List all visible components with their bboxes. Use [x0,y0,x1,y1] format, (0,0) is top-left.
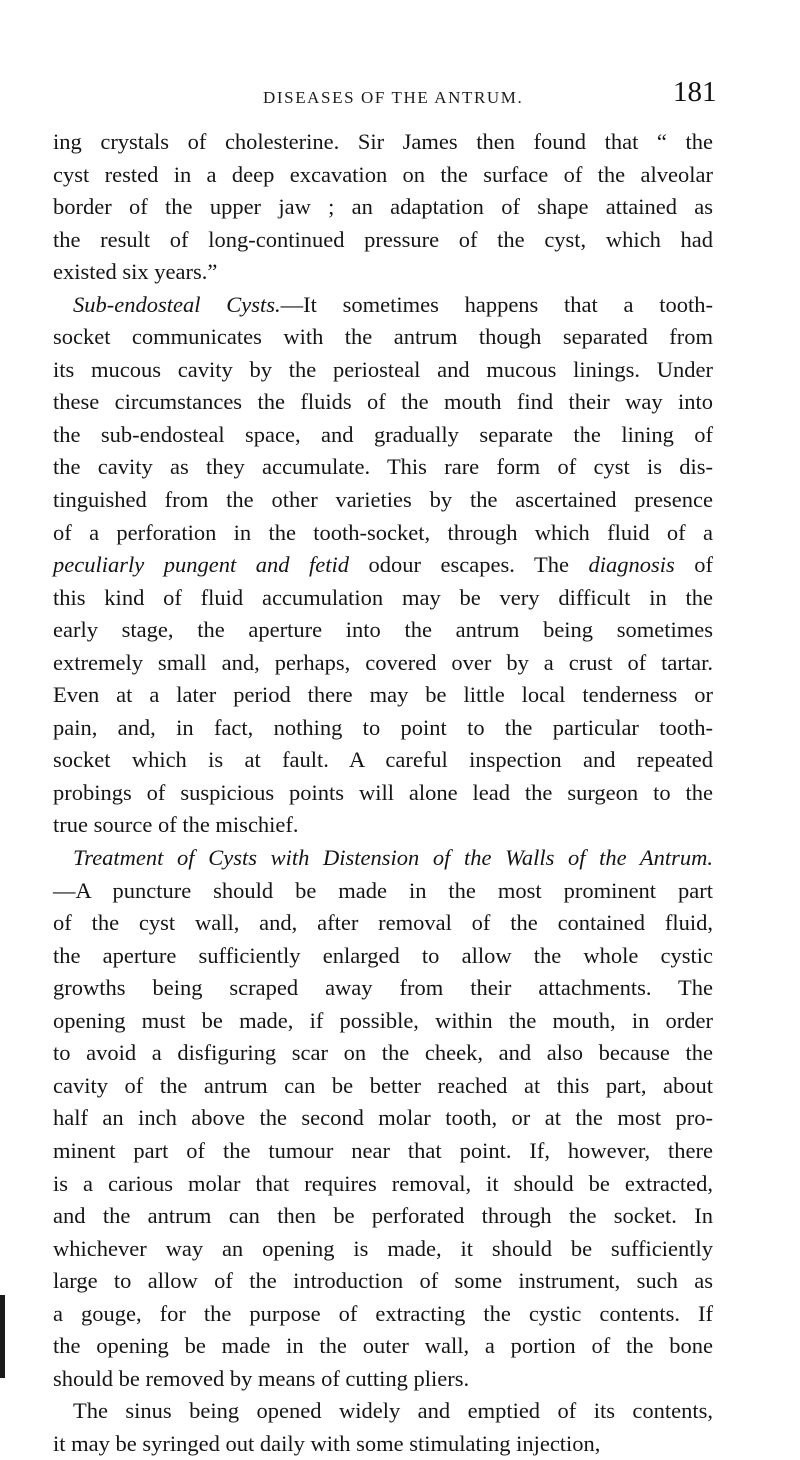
text-line: whichever way an opening is made, it should be sufficiently [53,1235,713,1261]
text-line: Even at a later period there may be little local tenderness or [53,682,713,708]
text-line: this kind of fluid accumulation may be very difficult in the [53,584,713,610]
text-line: cyst rested in a deep excavation on the surface of the alveolar [53,161,713,187]
text-line: these circumstances the fluids of the mouth find their way into [53,389,713,415]
text-line [53,842,713,875]
text-line: minent part of the tumour near that point. If, however, there [53,1137,713,1163]
text-line: the sub-endosteal space, and gradually separate the lining of [53,421,713,447]
text-line: large to allow of the introduction of some instrument, such as [53,1268,713,1294]
text-line: border of the upper jaw ; an adaptation of shape attained as [53,194,713,220]
text-line: opening must be made, if possible, within the mouth, in order [53,1007,713,1033]
text-line: Sub-endosteal Cysts.—It sometimes happens that a tooth- [73,291,714,317]
text-line: of the cyst wall, and, after removal of the contained fluid, [53,910,713,936]
text-line: should be removed by means of cutting pliers. [53,1365,470,1391]
text-line: probings of suspicious points will alone lead the surgeon to the [53,779,713,805]
text-line: peculiarly pungent and fetid odour escapes. The diagnosis of [53,552,713,578]
text-line: existed six years.” [53,259,218,285]
body-text [53,126,713,1460]
text-line: and the antrum can then be perforated through the socket. In [53,1203,713,1229]
page-number: 181 [673,76,717,108]
text-line: the aperture sufficiently enlarged to allow the whole cystic [53,942,713,968]
text-line: to avoid a disfiguring scar on the cheek, and also because the [53,1040,713,1066]
text-line: The sinus being opened widely and emptied of its contents, [73,1398,713,1424]
italic-phrase: diagnosis [588,552,675,578]
text-line: the result of long-continued pressure of the cyst, which had [53,226,713,252]
text-line: early stage, the aperture into the antrum being sometimes [53,617,713,643]
italic-phrase: peculiarly pungent and fetid [53,552,349,578]
text-line: its mucous cavity by the periosteal and mucous linings. Under [53,356,713,382]
text-line: the cavity as they accumulate. This rare form of cyst is dis- [53,454,713,480]
text-line: growths being scraped away from their attachments. The [53,975,713,1001]
text-line: pain, and, in fact, nothing to point to the particular tooth- [53,714,713,740]
text-line: tinguished from the other varieties by the ascertained presence [53,487,713,513]
italic-phrase: Treatment of Cysts with Distension of the Walls of the Antrum. [73,845,713,871]
text-line: socket which is at fault. A careful inspection and repeated [53,747,713,773]
text-line: true source of the mischief. [53,812,299,838]
text-line: it may be syringed out daily with some stimulating injection, [53,1430,601,1456]
text-line: —A puncture should be made in the most prominent part [53,877,713,903]
text-line: the opening be made in the outer wall, a portion of the bone [53,1333,713,1359]
text-line: ing crystals of cholesterine. Sir James then found that “ the [53,129,713,154]
italic-phrase: Sub-endosteal Cysts. [73,291,281,317]
running-head: DISEASES OF THE ANTRUM. [263,88,524,107]
text-line: a gouge, for the purpose of extracting the cystic contents. If [53,1300,713,1326]
text-line: socket communicates with the antrum though separated from [53,324,713,350]
text-line: cavity of the antrum can be better reached at this part, about [53,1072,713,1098]
text-line: of a perforation in the tooth-socket, through which fluid of a [53,519,713,545]
gutter-shadow [0,1295,5,1378]
text-line: extremely small and, perhaps, covered over by a crust of tartar. [53,649,713,675]
text-line: is a carious molar that requires removal, it should be extracted, [53,1170,713,1196]
page-header [0,78,800,118]
text-line: half an inch above the second molar tooth, or at the most pro- [53,1105,713,1131]
